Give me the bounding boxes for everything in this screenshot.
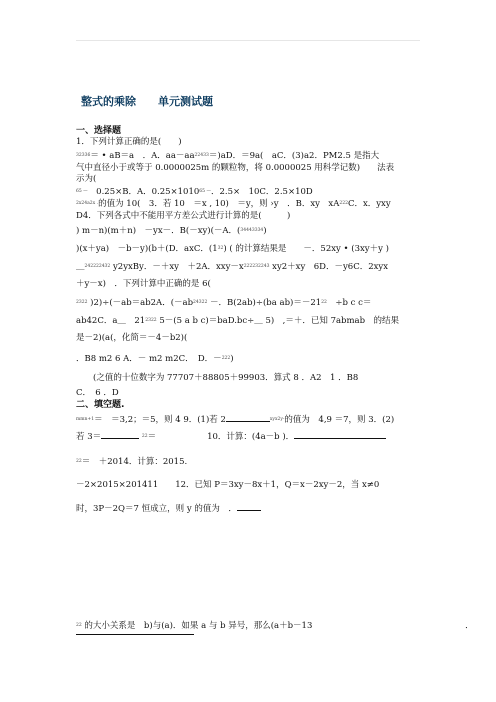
text-span: ＝ ＝3,2；＝5，则 4 9．(1)若 2 — [94, 415, 226, 425]
text-line-25 — [76, 502, 261, 515]
text-line-8 — [76, 198, 391, 210]
text-line-5: 气中直径小于或等于 0.0000025m 的颗粒物，将 0.0000025 用科学记数) 法表 — [76, 163, 395, 173]
section-heading-fill: 二、填空题. — [76, 400, 125, 410]
text-span: 时，3P－2Q＝7 恒成立，则 y 的值为 ． — [76, 504, 237, 514]
tiny-text: 222232243 — [243, 264, 270, 269]
text-span: ＿ — [76, 262, 85, 272]
tiny-text: 65 — — [76, 189, 88, 194]
answer-blank[interactable] — [101, 430, 139, 439]
text-line-26 — [76, 620, 474, 632]
text-span: C．x．yxy — [347, 199, 391, 209]
text-span: ． — [465, 621, 474, 631]
text-line-24: －2×2015×201411 12．已知 P＝3xy－8x＋1，Q＝x－2xy－2，当 x≠0 — [76, 480, 380, 490]
answer-blank-line[interactable] — [76, 634, 194, 635]
text-span: ) — [263, 226, 267, 236]
text-line-23 — [76, 456, 187, 468]
text-line-18: (之值的十位数字为 77707＋88805＋99903．算式 8 ．A2 1 ．B8 — [76, 373, 359, 383]
text-span: )(x＋ya) －b－y)(b＋(D．axC．(1 — [76, 244, 218, 254]
tiny-text: 2322 — [145, 318, 157, 323]
text-line-19: C． 6 ．D — [76, 388, 119, 398]
text-span: ) — [230, 354, 234, 364]
tiny-text: 2x24a2x . — [76, 201, 99, 206]
text-span: 的值为 10( 3．若 10 ＝x , 10) ＝y，则 ›y ．B．xy xA — [98, 199, 340, 209]
section-heading-choice: 一、选择题 — [76, 126, 122, 136]
question-1: 1．下列计算正确的是( ) — [76, 137, 182, 147]
text-line-16: 是－2)(a(，化简＝－4－b2)( — [76, 333, 188, 343]
text-line-21 — [76, 413, 394, 426]
text-span: ．B8 m2 6 A．－ m2 m2C． D．－ — [76, 354, 222, 364]
text-span: y2yxBy．－＋xy ＋2A．xxy－x — [110, 262, 244, 272]
text-line-7 — [76, 186, 313, 198]
text-span: 0.25×B．A．0.25×1010 — [87, 187, 200, 197]
text-span: ＝ ＋2014．计算：2015. — [81, 457, 188, 467]
text-span: ) ( 的计算结果是 －．52xy • (3xy＋y ) — [223, 244, 389, 254]
tiny-text: 2322 — [76, 300, 88, 305]
text-line-9: D4．下列各式中不能用平方差公式进行计算的是( ) — [76, 211, 291, 221]
text-line-22 — [76, 430, 386, 443]
tiny-text: xyx2y- — [269, 417, 285, 422]
text-line-12 — [76, 261, 388, 273]
text-line-15 — [76, 315, 399, 327]
text-line-13: ＋y－x) ．下列计算中正确的是 6( — [76, 279, 211, 289]
tiny-text: 34443334 — [240, 228, 264, 233]
tiny-text: 242222432 — [84, 264, 111, 269]
tiny-text: 22 — [141, 434, 148, 439]
text-line-17 — [76, 353, 234, 365]
text-span: －．B(2ab)÷(ba ab)＝－21 — [207, 298, 322, 308]
text-span: 5－(5 a b c)＝baD.bc÷＿ 5) ,＝＋．已知 7abmab 的结果 — [156, 316, 400, 326]
text-line-6: 示为( — [76, 174, 97, 184]
text-span: xy2＋xy 6D．－y6C．2xyx — [269, 262, 389, 272]
page-title: 整式的乘除 单元测试题 — [81, 95, 213, 108]
text-span: 的大小关系是 b)与(a)．如果 a 与 b 异号，那么(a＋b－13 — [81, 621, 313, 631]
tiny-text: mmn+1 — [76, 417, 95, 422]
text-span: ÷b c c＝ — [326, 298, 372, 308]
text-span: ．2.5× 10C．2.5×10D — [210, 187, 313, 197]
tiny-text: 222 — [221, 356, 231, 361]
tiny-text: 222 — [339, 201, 348, 206]
tiny-text: 22 — [321, 300, 327, 305]
tiny-text: 22433 — [194, 153, 209, 158]
answer-blank[interactable] — [226, 413, 270, 422]
text-span: ＝ • aB＝a ．A．aa－aa — [90, 151, 195, 161]
tiny-text: 32336 — [76, 153, 91, 158]
tiny-text: 22 — [76, 623, 82, 628]
text-span: ab42C．a＿ 21 — [76, 316, 146, 326]
text-span: ) m－n)(m＋n) －yx－．B(－xy)(－A．( — [76, 226, 241, 236]
tiny-text: 32 — [217, 246, 224, 251]
text-line-4 — [76, 150, 379, 162]
text-span: 的值为 4,9 ＝7，则 3．(2) — [284, 415, 395, 425]
answer-blank[interactable] — [237, 502, 261, 511]
text-line-14 — [76, 297, 371, 309]
text-span: ＝)aD．＝9a( aC．(3)a2．PM2.5 是指大 — [208, 151, 380, 161]
tiny-text: 65 — — [199, 189, 211, 194]
header-rule — [76, 40, 420, 41]
text-line-11 — [76, 243, 389, 255]
text-span: )2)÷(－ab＝ab2A．(－ab — [87, 298, 194, 308]
text-span: ＝ 10．计算：(4a－b )． — [147, 432, 295, 442]
text-span: 若 3＝ — [76, 432, 102, 442]
tiny-text: 24322 — [193, 300, 208, 305]
text-line-10 — [76, 225, 267, 237]
answer-blank[interactable] — [294, 430, 386, 439]
tiny-text: 22 — [76, 459, 82, 464]
